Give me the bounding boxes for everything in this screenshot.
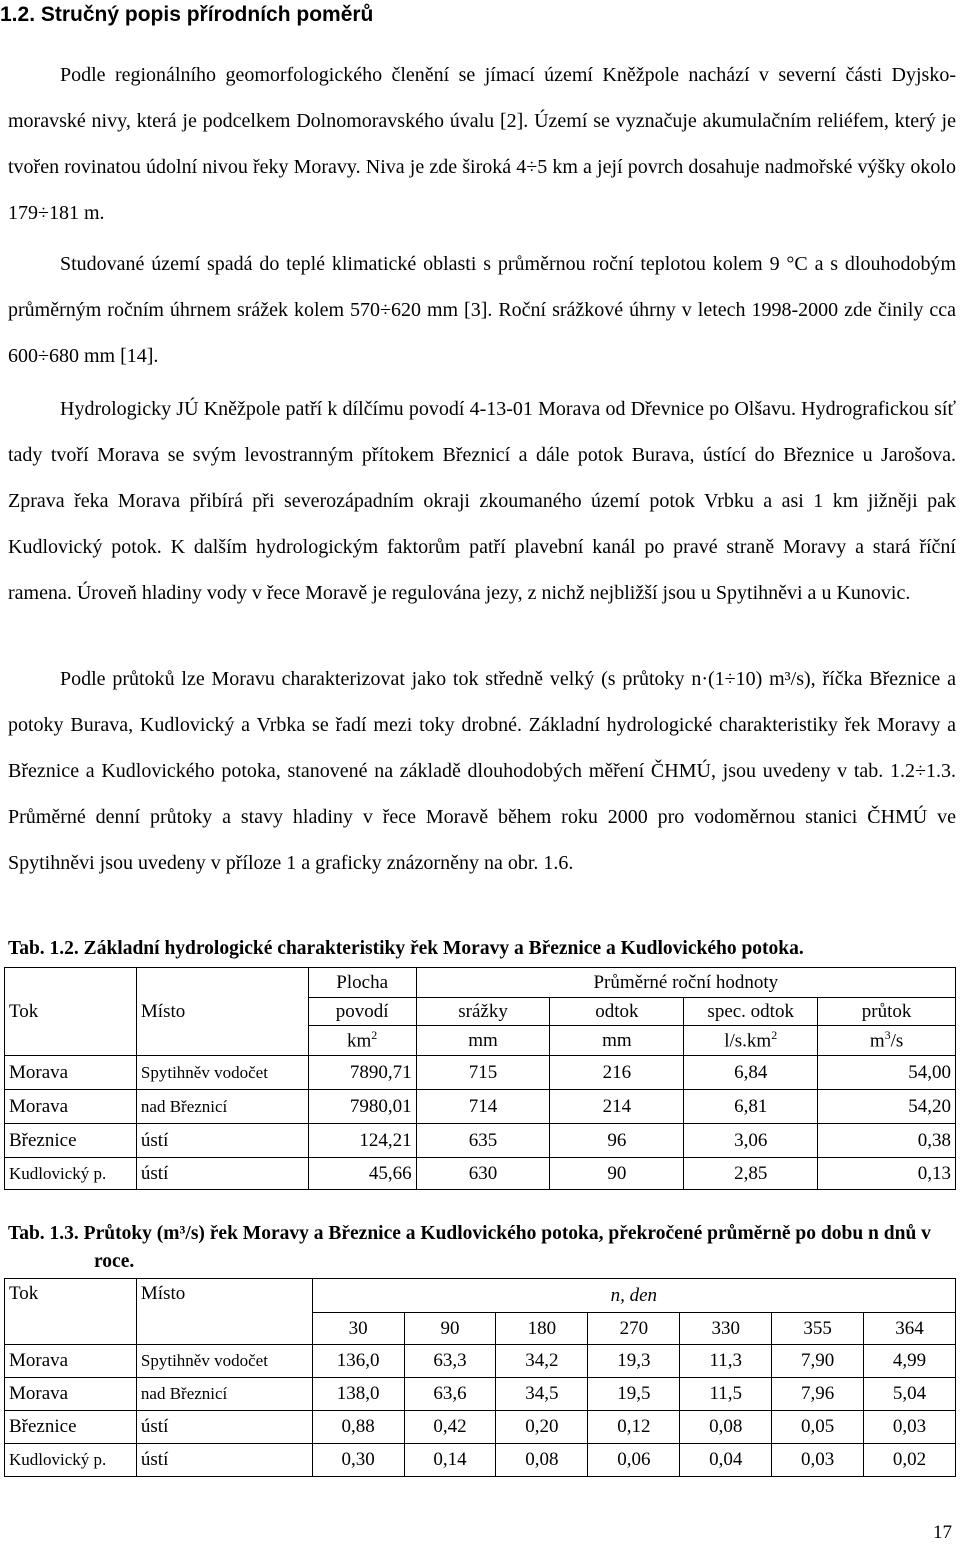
cell-value: 0,30: [312, 1444, 404, 1477]
header-day: 30: [312, 1313, 404, 1345]
page-number: 17: [933, 1522, 952, 1543]
cell-value: 0,20: [496, 1411, 588, 1444]
cell-tok: Březnice: [5, 1411, 137, 1444]
cell-plocha: 7890,71: [308, 1056, 416, 1090]
cell-misto: nad Březnicí: [136, 1090, 308, 1124]
paragraph-text: Podle regionálního geomorfologického členění se jímací území Kněžpole nachází v severní části Dyjsko-moravské nivy, která je podcelkem Dolnomoravského úvalu [2]. Území se vyznačuje akumulačním reliéfem, který je tvořen rovinatou údolní nivou řeky Moravy. Niva je zde široká 4÷5 km a její povrch dosahuje nadmořské výšky okolo 179÷181 m.: [8, 64, 956, 224]
cell-odtok: 216: [550, 1056, 684, 1090]
header-unit-mm: mm: [550, 1026, 684, 1056]
header-unit-mm: mm: [416, 1026, 550, 1056]
cell-spec: 3,06: [684, 1124, 818, 1158]
cell-value: 0,12: [588, 1411, 680, 1444]
header-unit-m3s: $m^3/s$: [818, 1026, 956, 1056]
header-srazky: srážky: [416, 998, 550, 1026]
cell-spec: 2,85: [684, 1158, 818, 1190]
cell-prutok: 54,20: [818, 1090, 956, 1124]
table-row: [5, 1345, 956, 1378]
header-n-den: n, den: [312, 1279, 955, 1313]
cell-spec: 6,81: [684, 1090, 818, 1124]
cell-value: 19,3: [588, 1345, 680, 1378]
cell-value: 0,03: [864, 1411, 956, 1444]
cell-value: 19,5: [588, 1378, 680, 1411]
cell-odtok: 214: [550, 1090, 684, 1124]
header-odtok: odtok: [550, 998, 684, 1026]
cell-misto: nad Březnicí: [136, 1378, 312, 1411]
cell-tok: Březnice: [5, 1124, 137, 1158]
cell-value: 0,88: [312, 1411, 404, 1444]
cell-value: 0,04: [680, 1444, 772, 1477]
cell-value: 7,90: [772, 1345, 864, 1378]
header-day: 364: [864, 1313, 956, 1345]
header-day: 90: [404, 1313, 496, 1345]
header-day: 270: [588, 1313, 680, 1345]
header-plocha: Plocha: [308, 968, 416, 998]
cell-value: 0,08: [496, 1444, 588, 1477]
table-discharge-exceedance: [4, 1278, 956, 1477]
header-day: 355: [772, 1313, 864, 1345]
cell-misto: Spytihněv vodočet: [136, 1056, 308, 1090]
cell-misto: ústí: [136, 1124, 308, 1158]
table-row: [5, 1378, 956, 1411]
paragraph-text: Podle průtoků lze Moravu charakterizovat jako tok středně velký (s průtoky n·(1÷10) m³/s), říčka Březnice a potoky Burava, Kudlovický a Vrbka se řadí mezi toky drobné. Základní hydrologické charakteristiky řek Moravy a Březnice a Kudlovického potoka, stanovené na základě dlouhodobých měření ČHMÚ, jsou uvedeny v tab. 1.2÷1.3. Průměrné denní průtoky a stavy hladiny v řece Moravě během roku 2000 pro vodoměrnou stanici ČHMÚ ve Spytihněvi jsou uvedeny v příloze 1 a graficky znázorněny na obr. 1.6.: [8, 668, 956, 874]
cell-tok: Kudlovický p.: [5, 1158, 137, 1190]
header-prutok: průtok: [818, 998, 956, 1026]
cell-srazky: 715: [416, 1056, 550, 1090]
cell-srazky: 630: [416, 1158, 550, 1190]
cell-value: 136,0: [312, 1345, 404, 1378]
table-row: [5, 1124, 956, 1158]
cell-value: 11,3: [680, 1345, 772, 1378]
header-misto: Místo: [136, 1279, 312, 1345]
cell-value: 11,5: [680, 1378, 772, 1411]
cell-plocha: 124,21: [308, 1124, 416, 1158]
table-caption-1-2: Tab. 1.2. Základní hydrologické charakteristiky řek Moravy a Březnice a Kudlovického potoka.: [8, 938, 804, 959]
table-row: [5, 1090, 956, 1124]
cell-misto: ústí: [136, 1158, 308, 1190]
header-unit-km2: $km^2$: [308, 1026, 416, 1056]
cell-value: 0,06: [588, 1444, 680, 1477]
table-row: [5, 1158, 956, 1190]
cell-spec: 6,84: [684, 1056, 818, 1090]
header-unit-ls: $l/s.km^2$: [684, 1026, 818, 1056]
cell-value: 0,42: [404, 1411, 496, 1444]
cell-value: 63,3: [404, 1345, 496, 1378]
table-header-row: [5, 968, 956, 998]
header-tok: Tok: [5, 968, 137, 1056]
cell-value: 4,99: [864, 1345, 956, 1378]
cell-tok: Morava: [5, 1345, 137, 1378]
cell-value: 5,04: [864, 1378, 956, 1411]
table-caption-1-3: Tab. 1.3. Průtoky (m³/s) řek Moravy a Březnice a Kudlovického potoka, překročené průměrně po dobu n dnů v roce.: [8, 1223, 931, 1272]
cell-value: 138,0: [312, 1378, 404, 1411]
cell-value: 63,6: [404, 1378, 496, 1411]
header-povodi: povodí: [308, 998, 416, 1026]
paragraph-climate: [8, 241, 956, 379]
cell-value: 34,2: [496, 1345, 588, 1378]
cell-tok: Kudlovický p.: [5, 1444, 137, 1477]
cell-odtok: 96: [550, 1124, 684, 1158]
paragraph-discharge: [8, 656, 956, 886]
paragraph-geomorphology: [8, 52, 956, 236]
table-header-row: [5, 1279, 956, 1313]
cell-value: 34,5: [496, 1378, 588, 1411]
cell-misto: ústí: [136, 1411, 312, 1444]
paragraph-hydrology: [8, 386, 956, 616]
cell-misto: ústí: [136, 1444, 312, 1477]
cell-prutok: 0,13: [818, 1158, 956, 1190]
paragraph-text: Studované území spadá do teplé klimatické oblasti s průměrnou roční teplotou kolem 9 °C a s dlouhodobým průměrným ročním úhrnem srážek kolem 570÷620 mm [3]. Roční srážkové úhrny v letech 1998-2000 zde činily cca 600÷680 mm [14].: [8, 253, 956, 367]
cell-srazky: 714: [416, 1090, 550, 1124]
cell-tok: Morava: [5, 1056, 137, 1090]
table-row: [5, 1056, 956, 1090]
cell-misto: Spytihněv vodočet: [136, 1345, 312, 1378]
cell-plocha: 7980,01: [308, 1090, 416, 1124]
paragraph-text: Hydrologicky JÚ Kněžpole patří k dílčímu povodí 4-13-01 Morava od Dřevnice po Olšavu. Hydrografickou síť tady tvoří Morava se svým levostranným přítokem Březnicí a dále potok Burava, ústící do Březnice u Jarošova. Zprava řeka Morava přibírá při severozápadním okraji zkoumaného území potok Vrbku a asi 1 km jižněji pak Kudlovický potok. K dalším hydrologickým faktorům patří plavební kanál po pravé straně Moravy a stará říční ramena. Úroveň hladiny vody v řece Moravě je regulována jezy, z nichž nejbližší jsou u Spytihněvi a u Kunovic.: [8, 398, 956, 604]
section-heading: 1.2. Stručný popis přírodních poměrů: [0, 3, 374, 26]
header-day: 180: [496, 1313, 588, 1345]
cell-prutok: 0,38: [818, 1124, 956, 1158]
header-prumerne: Průměrné roční hodnoty: [416, 968, 955, 998]
header-tok: Tok: [5, 1279, 137, 1345]
cell-prutok: 54,00: [818, 1056, 956, 1090]
cell-tok: Morava: [5, 1090, 137, 1124]
cell-value: 0,02: [864, 1444, 956, 1477]
cell-value: 0,05: [772, 1411, 864, 1444]
cell-srazky: 635: [416, 1124, 550, 1158]
cell-tok: Morava: [5, 1378, 137, 1411]
cell-value: 0,08: [680, 1411, 772, 1444]
cell-value: 7,96: [772, 1378, 864, 1411]
header-misto: Místo: [136, 968, 308, 1056]
cell-odtok: 90: [550, 1158, 684, 1190]
cell-plocha: 45,66: [308, 1158, 416, 1190]
header-day: 330: [680, 1313, 772, 1345]
header-spec: spec. odtok: [684, 998, 818, 1026]
cell-value: 0,03: [772, 1444, 864, 1477]
table-hydrological-characteristics: [4, 967, 956, 1190]
table-row: [5, 1444, 956, 1477]
table-row: [5, 1411, 956, 1444]
cell-value: 0,14: [404, 1444, 496, 1477]
